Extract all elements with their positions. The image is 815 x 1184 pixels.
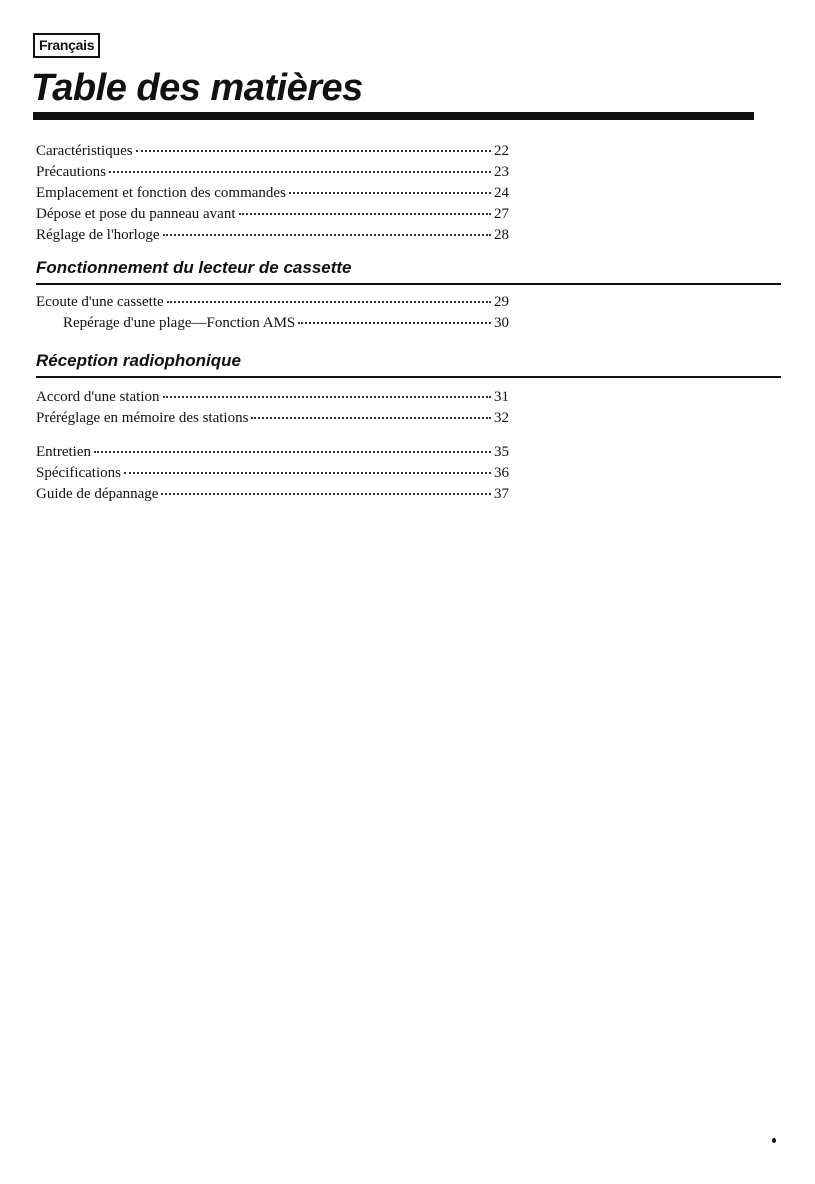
toc-entry-page: 28: [494, 227, 509, 243]
toc-leader: [298, 321, 491, 324]
language-badge: Français: [33, 33, 100, 58]
page-title: Table des matières: [31, 67, 363, 109]
toc-entry-page: 35: [494, 444, 509, 460]
toc-leader: [239, 212, 491, 215]
toc-group-closing: [36, 442, 512, 505]
toc-group-radio: [36, 387, 512, 429]
toc-leader: [94, 450, 491, 453]
toc-entry[interactable]: [36, 141, 512, 162]
toc-leader: [167, 300, 491, 303]
toc-entry-label: Accord d'une station: [36, 389, 160, 405]
toc-leader: [161, 492, 491, 495]
page-dot: [772, 1138, 776, 1143]
toc-entry-page: 23: [494, 164, 509, 180]
toc-entry[interactable]: [36, 463, 512, 484]
toc-entry-page: 24: [494, 185, 509, 201]
toc-entry-label: Dépose et pose du panneau avant: [36, 206, 236, 222]
toc-entry-page: 36: [494, 465, 509, 481]
toc-entry[interactable]: [36, 162, 512, 183]
toc-entry-page: 27: [494, 206, 509, 222]
toc-entry-label: Caractéristiques: [36, 143, 133, 159]
toc-entry-page: 22: [494, 143, 509, 159]
toc-leader: [163, 233, 492, 236]
toc-entry-label: Réglage de l'horloge: [36, 227, 160, 243]
toc-group-cassette: [36, 292, 512, 334]
section-rule: [36, 376, 781, 378]
toc-entry-page: 30: [494, 315, 509, 331]
toc-entry[interactable]: [36, 484, 512, 505]
toc-entry-label: Repérage d'une plage—Fonction AMS: [63, 315, 296, 331]
toc-entry-page: 32: [494, 410, 509, 426]
toc-entry-label: Entretien: [36, 444, 91, 460]
toc-entry-page: 37: [494, 486, 509, 502]
toc-entry-label: Spécifications: [36, 465, 121, 481]
toc-entry-page: 31: [494, 389, 509, 405]
toc-entry-label: Guide de dépannage: [36, 486, 159, 502]
toc-entry-label: Emplacement et fonction des commandes: [36, 185, 286, 201]
toc-entry[interactable]: [36, 408, 512, 429]
toc-entry[interactable]: [36, 387, 512, 408]
toc-entry-label: Préréglage en mémoire des stations: [36, 410, 249, 426]
toc-leader: [251, 416, 491, 419]
toc-leader: [109, 170, 491, 173]
toc-entry[interactable]: [36, 442, 512, 463]
toc-entry-label: Précautions: [36, 164, 106, 180]
toc-group-intro: [36, 141, 512, 246]
toc-entry[interactable]: [36, 313, 512, 334]
toc-leader: [136, 149, 491, 152]
toc-entry-page: 29: [494, 294, 509, 310]
toc-entry[interactable]: [36, 292, 512, 313]
section-heading-cassette: Fonctionnement du lecteur de cassette: [36, 258, 352, 277]
toc-entry[interactable]: [36, 225, 512, 246]
section-rule: [36, 283, 781, 285]
title-rule: [33, 112, 754, 120]
toc-leader: [163, 395, 491, 398]
section-heading-radio: Réception radiophonique: [36, 351, 241, 370]
toc-entry-label: Ecoute d'une cassette: [36, 294, 164, 310]
toc-entry[interactable]: [36, 204, 512, 225]
toc-leader: [124, 471, 491, 474]
toc-leader: [289, 191, 491, 194]
toc-entry[interactable]: [36, 183, 512, 204]
